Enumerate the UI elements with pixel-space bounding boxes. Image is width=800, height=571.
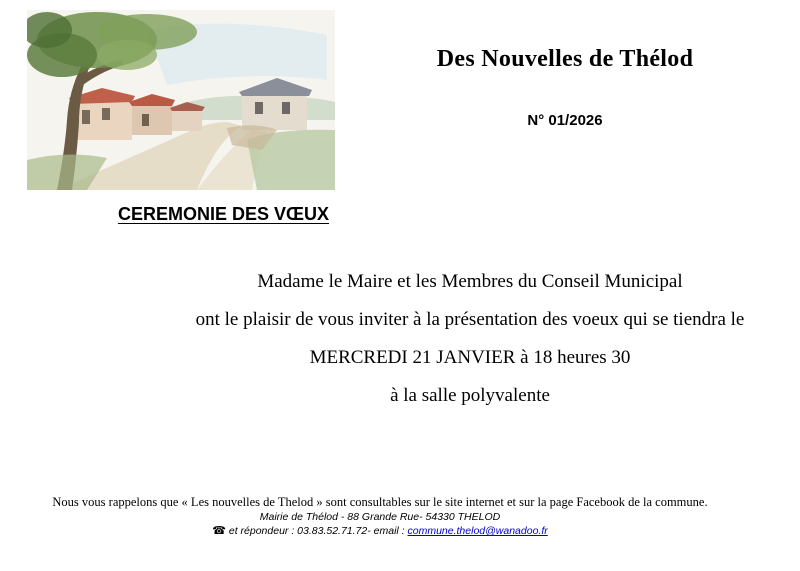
issue-number: N° 01/2026	[527, 112, 603, 129]
invitation-line: Madame le Maire et les Membres du Conseil Municipal	[257, 271, 683, 292]
contact-text: et répondeur : 03.83.52.71.72- email :	[225, 525, 408, 537]
phone-icon: ☎	[212, 525, 226, 537]
invitation-line: MERCREDI 21 JANVIER à 18 heures 30	[309, 347, 631, 368]
village-illustration	[27, 10, 335, 190]
section-heading: CEREMONIE DES VŒUX	[118, 204, 330, 224]
newsletter-title: Des Nouvelles de Thélod	[436, 46, 694, 72]
village-street-watercolor-icon	[27, 10, 335, 190]
invitation-line: à la salle polyvalente	[390, 385, 550, 406]
email-link[interactable]: commune.thelod@wanadoo.fr	[407, 525, 548, 537]
invitation-text	[100, 263, 800, 415]
footer	[0, 494, 760, 538]
footer-address: Mairie de Thélod - 88 Grande Rue- 54330 THELOD	[259, 511, 501, 523]
footer-contact	[0, 524, 760, 538]
footer-reminder: Nous vous rappelons que « Les nouvelles de Thelod » sont consultables sur le site internet et sur la page Facebook de la commune.	[52, 495, 708, 509]
invitation-line: ont le plaisir de vous inviter à la présentation des voeux qui se tiendra le	[195, 309, 745, 330]
